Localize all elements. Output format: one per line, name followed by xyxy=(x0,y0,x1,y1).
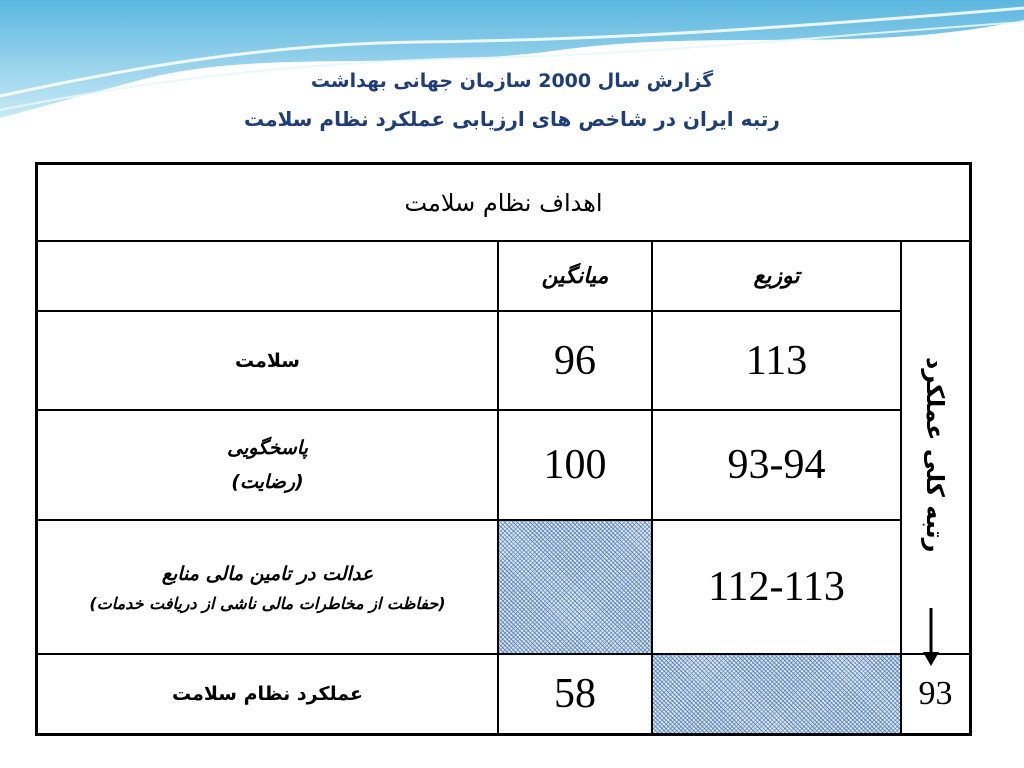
cell-responsiveness-average: 100 xyxy=(498,410,652,520)
row-label-responsiveness xyxy=(37,410,498,520)
row-label-responsiveness-main: پاسخگویی xyxy=(227,437,308,459)
row-label-health: سلامت xyxy=(37,311,498,410)
col-header-average: میانگین xyxy=(498,241,652,311)
empty-corner-cell xyxy=(37,241,498,311)
title-line-1: گزارش سال 2000 سازمان جهانی بهداشت xyxy=(310,70,714,92)
title-line-2: رتبه ایران در شاخص های ارزیابی عملکرد نظام سلامت xyxy=(244,107,780,131)
side-label-overall-performance: رتبه کلی عملکرد xyxy=(921,357,949,553)
row-label-system-performance: عملکرد نظام سلامت xyxy=(37,654,498,734)
health-system-table xyxy=(35,162,972,736)
arrow-down-icon xyxy=(920,608,942,668)
col-header-distribution: توزیع xyxy=(652,241,901,311)
row-label-financing-sub: (حفاظت از مخاطرات مالی ناشی از دریافت خدمات) xyxy=(89,594,446,613)
row-label-financing-fairness xyxy=(37,520,498,654)
cell-health-distribution: 113 xyxy=(652,311,901,410)
row-label-financing-main: عدالت در تامین مالی منابع xyxy=(161,563,374,585)
cell-performance-distribution-hatched xyxy=(652,654,901,734)
slide-title xyxy=(0,62,1024,138)
row-label-responsiveness-sub: (رضایت) xyxy=(231,471,304,493)
cell-performance-average: 58 xyxy=(498,654,652,734)
cell-financing-distribution: 112-113 xyxy=(652,520,901,654)
cell-health-average: 96 xyxy=(498,311,652,410)
cell-overall-rank: 93 xyxy=(901,654,970,734)
table-header: اهداف نظام سلامت xyxy=(37,164,970,241)
cell-financing-average-hatched xyxy=(498,520,652,654)
cell-responsiveness-distribution: 93-94 xyxy=(652,410,901,520)
